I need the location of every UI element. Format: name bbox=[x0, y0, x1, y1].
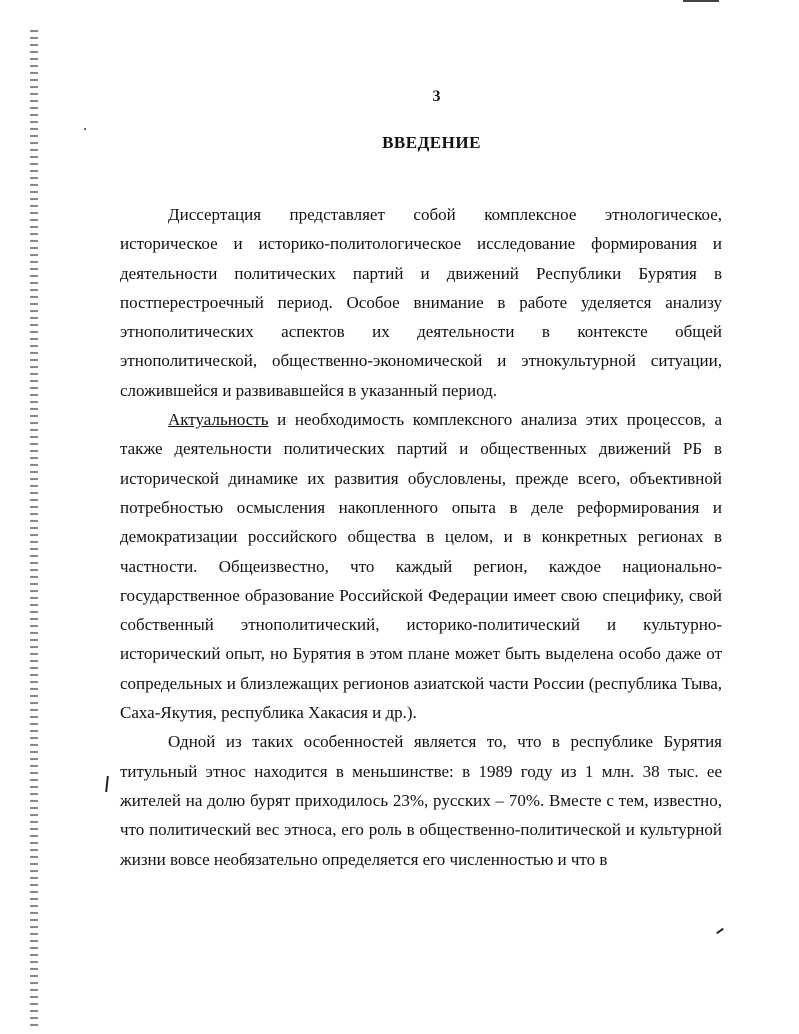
scan-pen-mark-2 bbox=[716, 928, 724, 934]
scan-pen-mark bbox=[105, 776, 109, 792]
paragraph-2 bbox=[120, 405, 722, 727]
scan-dot-mark bbox=[84, 128, 86, 130]
scan-corner-mark bbox=[683, 0, 719, 2]
body-text bbox=[120, 200, 722, 874]
paragraph-3 bbox=[120, 727, 722, 873]
scan-binding-edge bbox=[30, 30, 38, 1030]
paragraph-2-text: и необходимость комплексного анализа этих процессов, а также деятельности политических партий и общественных движений РБ в исторической динамике их развития обусловлены, прежде всего, объективной потребностью осмысления накопленного опыта в деле реформирования и демократизации российского общества в целом, и в конкретных регионах в частности. Общеизвестно, что каждый регион, каждое национально-государственное образование Российской Федерации имеет свою специфику, свой собственный этнополитический, историко-политический и культурно-исторический опыт, но Бурятия в этом плане может быть выделена особо даже от сопредельных и близлежащих регионов азиатской части России (республика Тыва, Саха-Якутия, республика Хакасия и др.). bbox=[120, 410, 722, 723]
page-number: 3 bbox=[432, 88, 441, 105]
paragraph-1-text: Диссертация представляет собой комплексное этнологическое, историческое и историко-политологическое исследование формирования и деятельности политических партий и движений Республики Бурятия в постперестроечный период. Особое внимание в работе уделяется анализу этнополитических аспектов их деятельности в контексте общей этнополитической, общественно-экономической и этнокультурной ситуации, сложившейся и развивавшейся в указанный период. bbox=[120, 205, 722, 400]
paragraph-3-text: Одной из таких особенностей является то, что в республике Бурятия титульный этнос находится в меньшинстве: в 1989 году из 1 млн. 38 тыс. ее жителей на долю бурят приходилось 23%, русских – 70%. Вместе с тем, известно, что политический вес этноса, его роль в общественно-политической и культурной жизни вовсе необязательно определяется его численностью и что в bbox=[120, 732, 722, 869]
paragraph-1 bbox=[120, 200, 722, 405]
section-heading: ВВЕДЕНИЕ bbox=[382, 133, 481, 152]
paragraph-2-lead: Актуальность bbox=[168, 410, 269, 430]
